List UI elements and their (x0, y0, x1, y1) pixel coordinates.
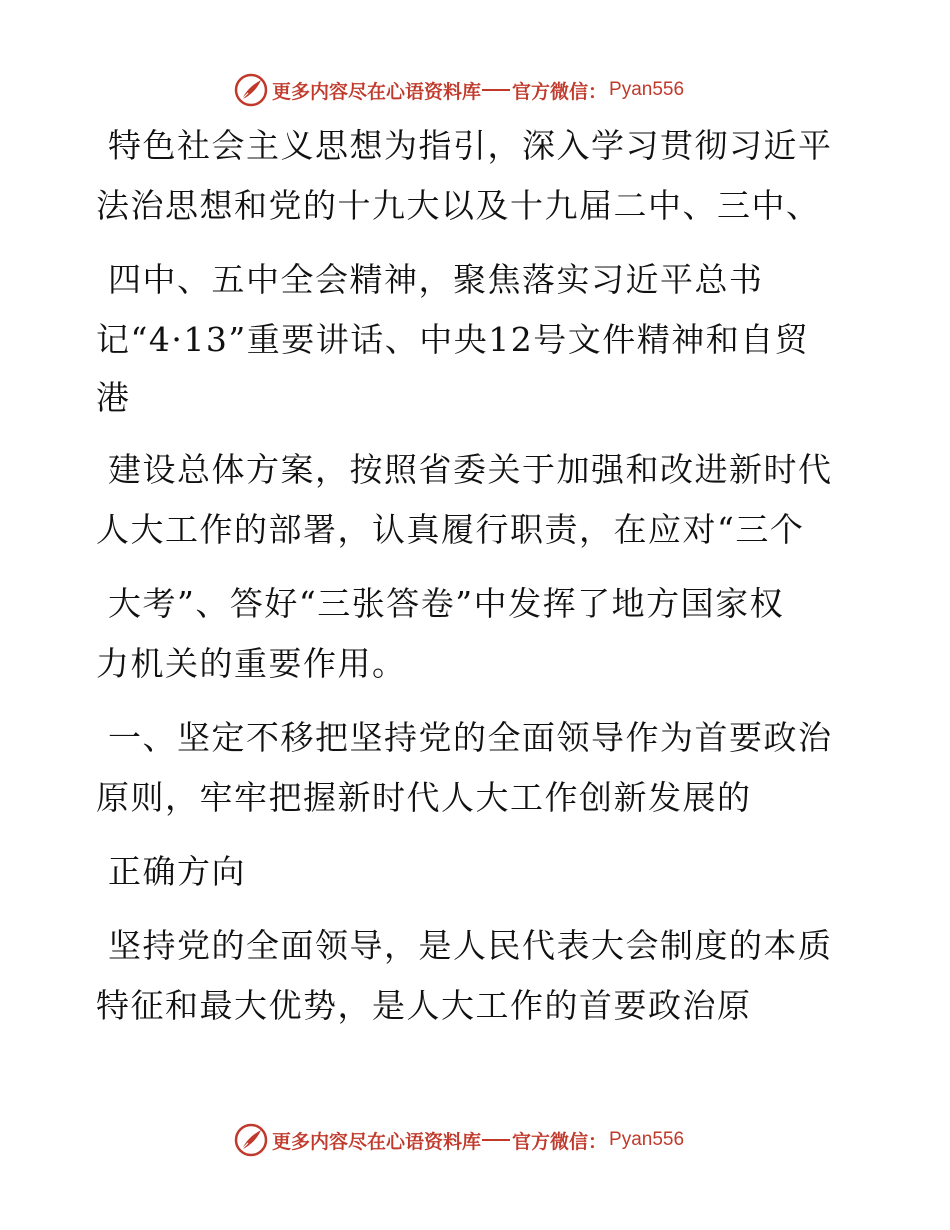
body-line: 坚持党的全面领导，是人民代表大会制度的本质 (108, 926, 833, 965)
body-line: 人大工作的部署，认真履行职责，在应对“三个 (96, 510, 805, 549)
body-line: 建设总体方案，按照省委关于加强和改进新时代 (108, 450, 833, 489)
body-line: 四中、五中全会精神，聚焦落实习近平总书 (108, 260, 764, 299)
body-line: 一、坚定不移把坚持党的全面领导作为首要政治 (108, 718, 833, 757)
body-line: 记“4·13”重要讲话、中央12号文件精神和自贸 (96, 320, 810, 359)
banner-wechat-label: 官方微信： (512, 80, 608, 103)
footer-watermark-banner (0, 1120, 950, 1160)
banner-wechat-handle: Pyan556 (609, 1129, 685, 1150)
body-line: 正确方向 (108, 852, 246, 891)
body-line: 大考”、答好“三张答卷”中发挥了地方国家权 (108, 584, 785, 623)
body-line: 特色社会主义思想为指引，深入学习贯彻习近平 (108, 126, 833, 165)
body-line: 特征和最大优势，是人大工作的首要政治原 (96, 986, 752, 1025)
banner-brand-text: 更多内容尽在心语资料库 (272, 80, 482, 103)
banner-wechat-label: 官方微信： (512, 1130, 608, 1153)
banner-wechat-handle: Pyan556 (609, 79, 685, 100)
banner-dash (482, 1139, 510, 1141)
banner-dash (482, 89, 510, 91)
body-line: 原则，牢牢把握新时代人大工作创新发展的 (96, 778, 752, 817)
banner-brand-text: 更多内容尽在心语资料库 (272, 1130, 482, 1153)
body-line: 力机关的重要作用。 (96, 644, 407, 683)
body-line: 法治思想和党的十九大以及十九届二中、三中、 (96, 186, 821, 225)
quill-pen-icon (234, 73, 268, 107)
body-line: 港 (96, 378, 131, 417)
header-watermark-banner (0, 70, 950, 110)
quill-pen-icon (234, 1123, 268, 1157)
